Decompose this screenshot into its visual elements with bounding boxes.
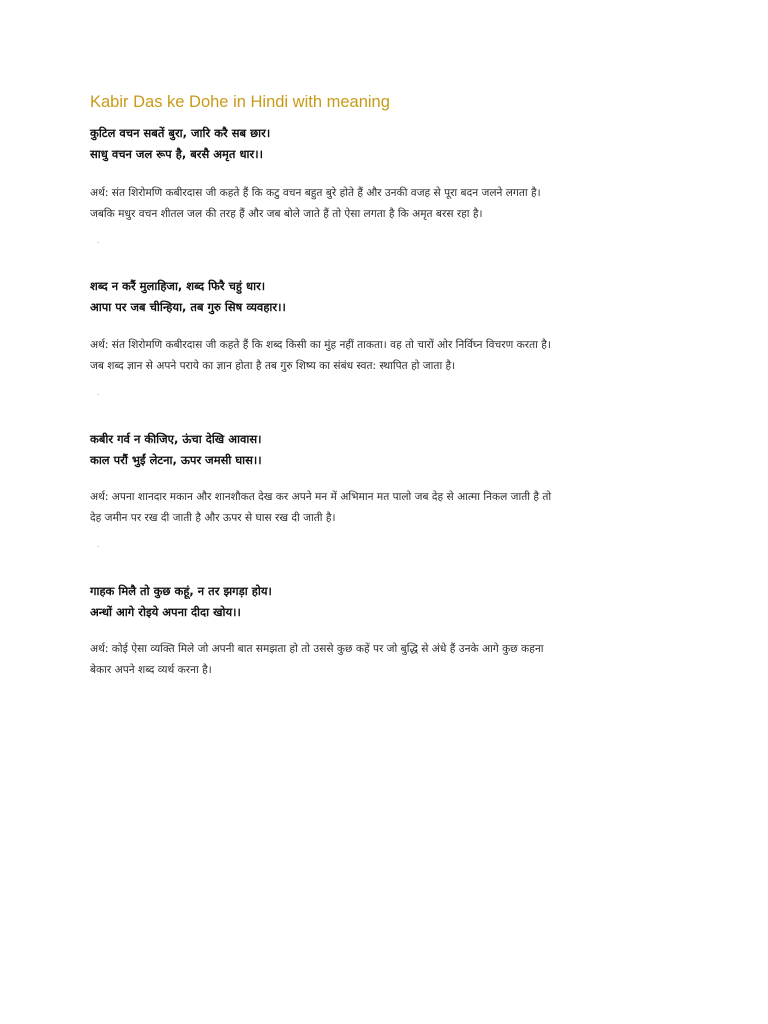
- meaning-line: बेकार अपने शब्द व्यर्थ करना है।: [90, 664, 212, 676]
- doha-2: [90, 276, 286, 318]
- meaning-line: अर्थ: कोई ऐसा व्यक्ति मिले जो अपनी बात समझता हो तो उससे कुछ कहें पर जो बुद्धि से अंधे हैं उनके आगे कुछ कहना: [90, 643, 544, 655]
- doha-line: शब्द न करैं मुलाहिजा, शब्द फिरै चहुं धार।: [90, 279, 266, 293]
- meaning-line: जब शब्द ज्ञान से अपने पराये का ज्ञान होता है तब गुरु शिष्य का संबंध स्वत: स्थापित हो जाता है।: [90, 360, 456, 372]
- doha-line: आपा पर जब चीन्हिया, तब गुरु सिष व्यवहार।।: [90, 300, 286, 314]
- meaning-4: [90, 639, 680, 681]
- meaning-line: अर्थ: अपना शानदार मकान और शानशौकत देख कर अपने मन में अभिमान मत पालो जब देह से आत्मा निकल जाती है तो: [90, 491, 552, 503]
- doha-line: अन्धों आगे रोइये अपना दीदा खोय।।: [90, 605, 241, 619]
- separator-dot: [97, 394, 99, 395]
- meaning-line: देह जमीन पर रख दी जाती है और ऊपर से घास रख दी जाती है।: [90, 512, 336, 524]
- meaning-line: अर्थ: संत शिरोमणि कबीरदास जी कहते हैं कि शब्द किसी का मुंह नहीं ताकता। वह तो चारों ओर निर्विघ्न विचरण करता है।: [90, 339, 551, 351]
- doha-line: साधु वचन जल रूप है, बरसै अमृत धार।।: [90, 147, 263, 161]
- meaning-line: जबकि मधुर वचन शीतल जल की तरह हैं और जब बोले जाते हैं तो ऐसा लगता है कि अमृत बरस रहा है।: [90, 208, 483, 220]
- separator-dot: [97, 546, 99, 547]
- meaning-line: अर्थ: संत शिरोमणि कबीरदास जी कहते हैं कि कटु वचन बहुत बुरे होते हैं और उनकी वजह से पूरा बदन जलने लगता है।: [90, 187, 541, 199]
- doha-line: कुटिल वचन सबतें बुरा, जारि करै सब छार।: [90, 126, 271, 140]
- doha-1: [90, 123, 270, 165]
- doha-4: [90, 581, 272, 623]
- doha-line: गाहक मिलै तो कुछ कहूं, न तर झगड़ा होय।: [90, 584, 272, 598]
- doha-line: कबीर गर्व न कीजिए, ऊंचा देखि आवास।: [90, 432, 262, 446]
- separator-dot: [97, 242, 99, 243]
- meaning-3: [90, 487, 680, 529]
- document-title: Kabir Das ke Dohe in Hindi with meaning: [90, 93, 390, 111]
- doha-3: [90, 429, 262, 471]
- doha-line: काल परौं भुईं लेटना, ऊपर जमसी घास।।: [90, 453, 262, 467]
- meaning-1: [90, 183, 680, 225]
- meaning-2: [90, 335, 680, 377]
